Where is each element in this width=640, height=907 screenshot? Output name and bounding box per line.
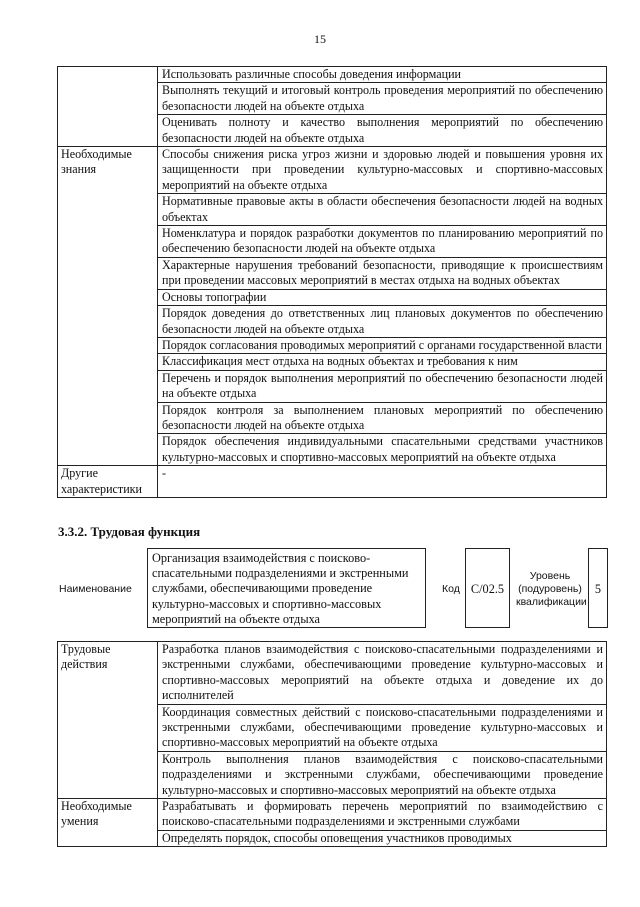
table-row xyxy=(58,67,607,83)
table-row xyxy=(58,147,607,194)
qualification-level-box: 5 xyxy=(588,548,608,628)
list-item: Классификация мест отдыха на водных объектах и требования к ним xyxy=(158,354,607,370)
list-item: Оценивать полноту и качество выполнения мероприятий по обеспечению безопасности людей на объекте отдыха xyxy=(158,115,607,147)
list-item: Разработка планов взаимодействия с поисково-спасательными подразделениями и экстренными службами, обеспечивающими проведение культурно-массовых и спортивно-массовых мероприятий на объекте отдыха и доведение их до исполнителей xyxy=(158,642,607,705)
row-label-labor-actions: Трудовые действия xyxy=(58,642,158,799)
code-label: Код xyxy=(442,583,460,595)
row-label-knowledge: Необходимые знания xyxy=(58,147,158,466)
list-item: - xyxy=(158,466,607,498)
list-item: Характерные нарушения требований безопасности, приводящие к происшествиям при проведении массовых мероприятий в местах отдыха на водных объектах xyxy=(158,257,607,289)
list-item: Основы топографии xyxy=(158,289,607,305)
list-item: Способы снижения риска угроз жизни и здоровью людей и повышения уровня их защищенности при проведении культурно-массовых и спортивно-массовых мероприятий на объекте отдыха xyxy=(158,147,607,194)
list-item: Определять порядок, способы оповещения участников проводимых xyxy=(158,830,607,846)
function-code-box: C/02.5 xyxy=(465,548,510,628)
list-item: Номенклатура и порядок разработки документов по планированию мероприятий по обеспечению безопасности людей на объекте отдыха xyxy=(158,226,607,258)
table-row xyxy=(58,466,607,498)
list-item: Порядок согласования проводимых мероприятий с органами государственной власти xyxy=(158,337,607,353)
list-item: Порядок контроля за выполнением плановых мероприятий по обеспечению безопасности людей на объекте отдыха xyxy=(158,402,607,434)
section-heading: 3.3.2. Трудовая функция xyxy=(58,524,201,539)
list-item: Нормативные правовые акты в области обеспечения безопасности людей на водных объектах xyxy=(158,194,607,226)
list-item: Контроль выполнения планов взаимодействия с поисково-спасательными подразделениями и экстренными службами, обеспечивающими проведение культурно-массовых и спортивно-массовых мероприятий на объекте отдыха xyxy=(158,751,607,798)
row-label-skills: Необходимые умения xyxy=(58,799,158,847)
table-row xyxy=(58,642,607,705)
row-label-other: Другие характеристики xyxy=(58,466,158,498)
list-item: Порядок обеспечения индивидуальными спасательными средствами участников культурно-массовых и спортивно-массовых мероприятий на объекте отдыха xyxy=(158,434,607,466)
list-item: Порядок доведения до ответственных лиц плановых документов по обеспечению безопасности людей на объекте отдыха xyxy=(158,306,607,338)
competency-table-continued xyxy=(57,66,607,498)
function-name-box: Организация взаимодействия с поисково-спасательными подразделениями и экстренными службами, обеспечивающими проведение культурно-массовых и спортивно-массовых мероприятий на объекте отдыха xyxy=(147,548,426,628)
level-label: Уровень (подуровень) квалификации xyxy=(516,570,587,608)
list-item: Выполнять текущий и итоговый контроль проведения мероприятий по обеспечению безопасности людей на объекте отдыха xyxy=(158,83,607,115)
row-label-continued xyxy=(58,67,158,147)
list-item: Использовать различные способы доведения информации xyxy=(158,67,607,83)
list-item: Разрабатывать и формировать перечень мероприятий по взаимодействию с поисково-спасательными подразделениями и экстренными службами xyxy=(158,799,607,831)
labor-function-table xyxy=(57,641,607,847)
page-number: 15 xyxy=(314,32,326,46)
table-row xyxy=(58,799,607,831)
name-label: Наименование xyxy=(59,583,132,595)
list-item: Координация совместных действий с поисково-спасательными подразделениями и экстренными службами, обеспечивающими проведение культурно-массовых и спортивно-массовых мероприятий на объекте отдыха xyxy=(158,704,607,751)
list-item: Перечень и порядок выполнения мероприятий по обеспечению безопасности людей на объекте отдыха xyxy=(158,370,607,402)
